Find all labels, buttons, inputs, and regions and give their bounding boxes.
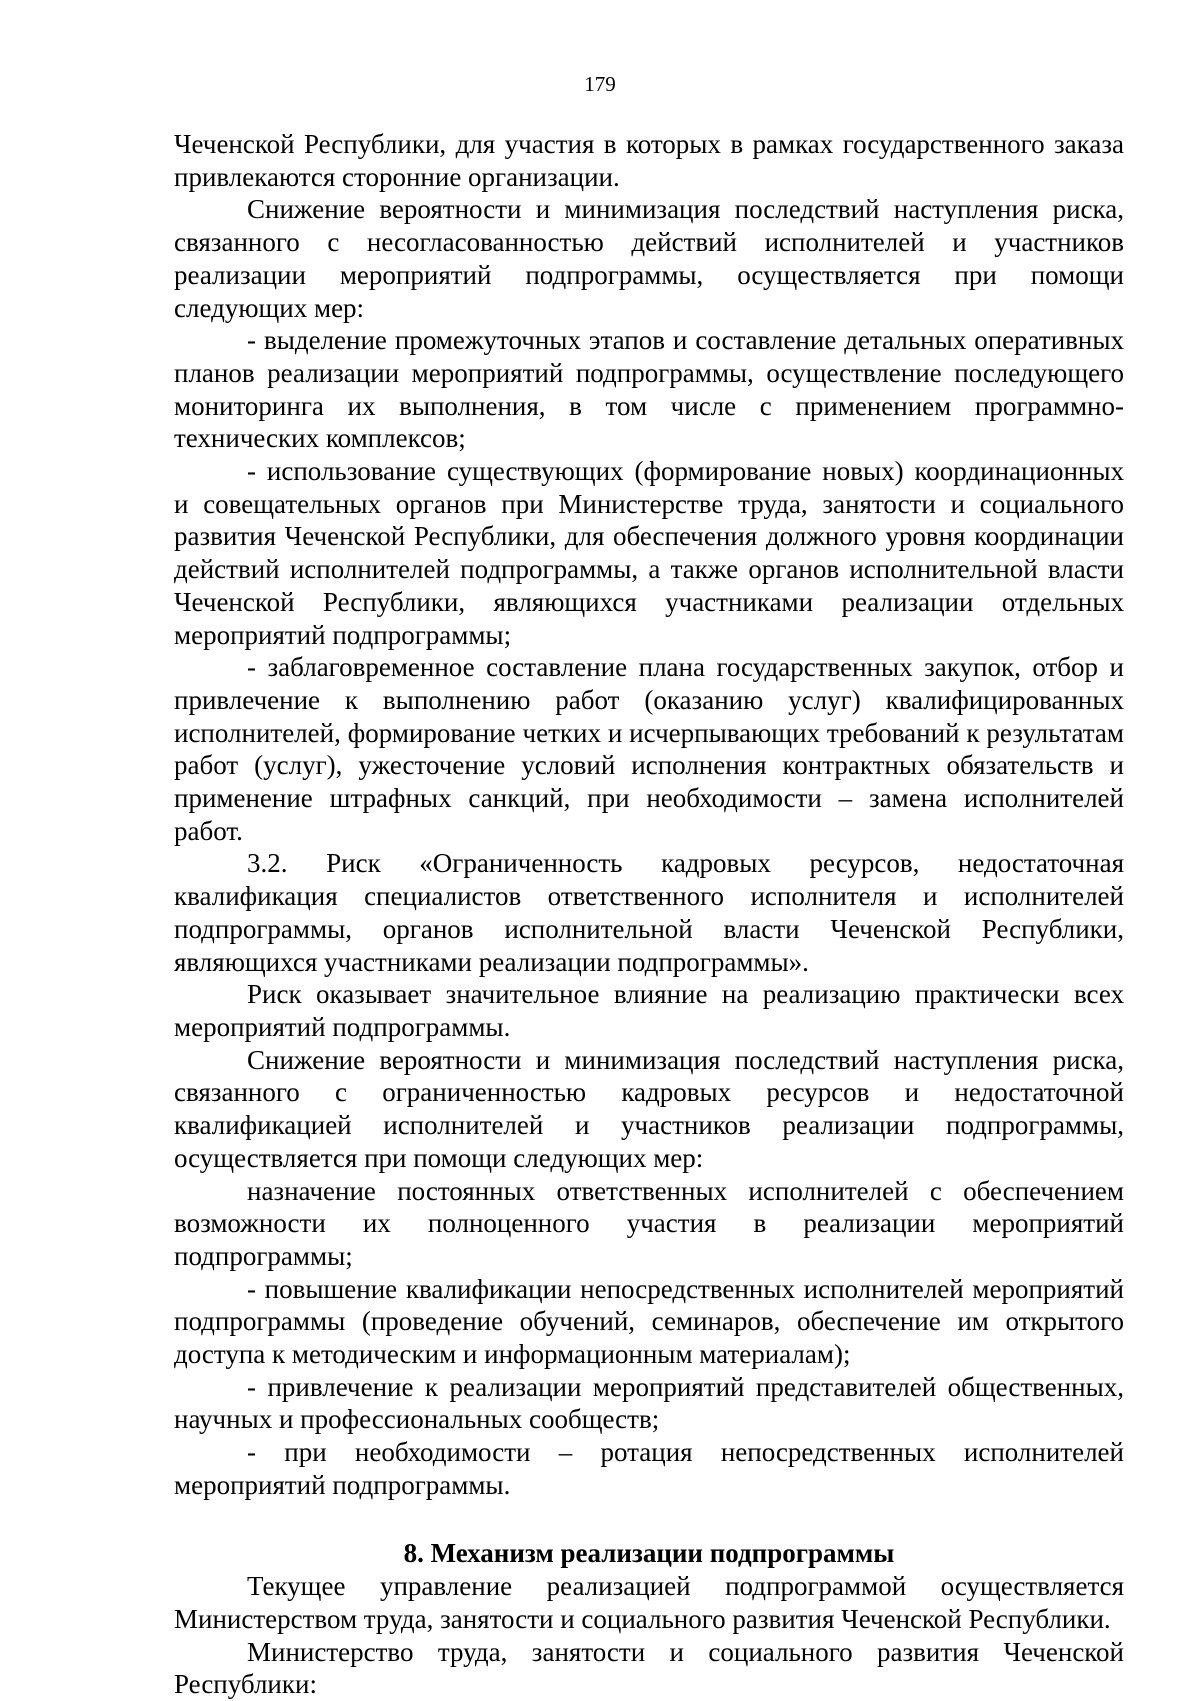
paragraph: - использование существующих (формирование новых) координационных и совещательных органов при Министерстве труда, занятости и социального развития Чеченской Республики, для обеспечения должного уровня координации действий исполнителей подпрограммы, а также органов исполнительной власти Чеченской Республики, являющихся участниками реализации отдельных мероприятий подпрограммы;	[174, 456, 1124, 650]
section-heading: 8. Механизм реализации подпрограммы	[403, 1537, 895, 1568]
paragraph: - выделение промежуточных этапов и составление детальных оперативных планов реализации мероприятий подпрограммы, осуществление последующего мониторинга их выполнения, в том числе с применением программно-технических комплексов;	[174, 325, 1124, 454]
paragraph: Текущее управление реализацией подпрограммой осуществляется Министерством труда, занятости и социального развития Чеченской Республики.	[174, 1571, 1124, 1634]
paragraph: - привлечение к реализации мероприятий представителей общественных, научных и профессиональных сообществ;	[174, 1371, 1124, 1435]
document-body	[174, 128, 1124, 1701]
paragraph: Чеченской Республики, для участия в которых в рамках государственного заказа привлекаются сторонние организации.	[174, 129, 1124, 192]
text-block-after-heading	[174, 1570, 1124, 1701]
paragraph: - заблаговременное составление плана государственных закупок, отбор и привлечение к выполнению работ (оказанию услуг) квалифицированных исполнителей, формирование четких и исчерпывающих требований к результатам работ (услуг), ужесточение условий исполнения контрактных обязательств и применение штрафных санкций, при необходимости – замена исполнителей работ.	[174, 652, 1124, 846]
paragraph: 3.2. Риск «Ограниченность кадровых ресурсов, недостаточная квалификация специалистов ответственного исполнителя и исполнителей подпрограммы, органов исполнительной власти Чеченской Республики, являющихся участниками реализации подпрограммы».	[174, 848, 1124, 977]
paragraph: Риск оказывает значительное влияние на реализацию практически всех мероприятий подпрограммы.	[174, 979, 1124, 1042]
paragraph: Снижение вероятности и минимизация последствий наступления риска, связанного с несогласованностью действий исполнителей и участников реализации мероприятий подпрограммы, осуществляется при помощи следующих мер:	[174, 194, 1124, 323]
paragraph: назначение постоянных ответственных исполнителей с обеспечением возможности их полноценного участия в реализации мероприятий подпрограммы;	[174, 1175, 1124, 1271]
text-block-before-heading	[174, 128, 1124, 1502]
paragraph: Снижение вероятности и минимизация последствий наступления риска, связанного с ограниченностью кадровых ресурсов и недостаточной квалификацией исполнителей и участников реализации подпрограммы, осуществляется при помощи следующих мер:	[174, 1044, 1124, 1173]
paragraph: Министерство труда, занятости и социального развития Чеченской Республики:	[174, 1636, 1124, 1700]
paragraph: - при необходимости – ротация непосредственных исполнителей мероприятий подпрограммы.	[174, 1437, 1124, 1500]
page-number: 179	[584, 72, 616, 96]
paragraph: - повышение квалификации непосредственных исполнителей мероприятий подпрограммы (проведение обучений, семинаров, обеспечение им открытого доступа к методическим и информационным материалам);	[174, 1273, 1124, 1370]
